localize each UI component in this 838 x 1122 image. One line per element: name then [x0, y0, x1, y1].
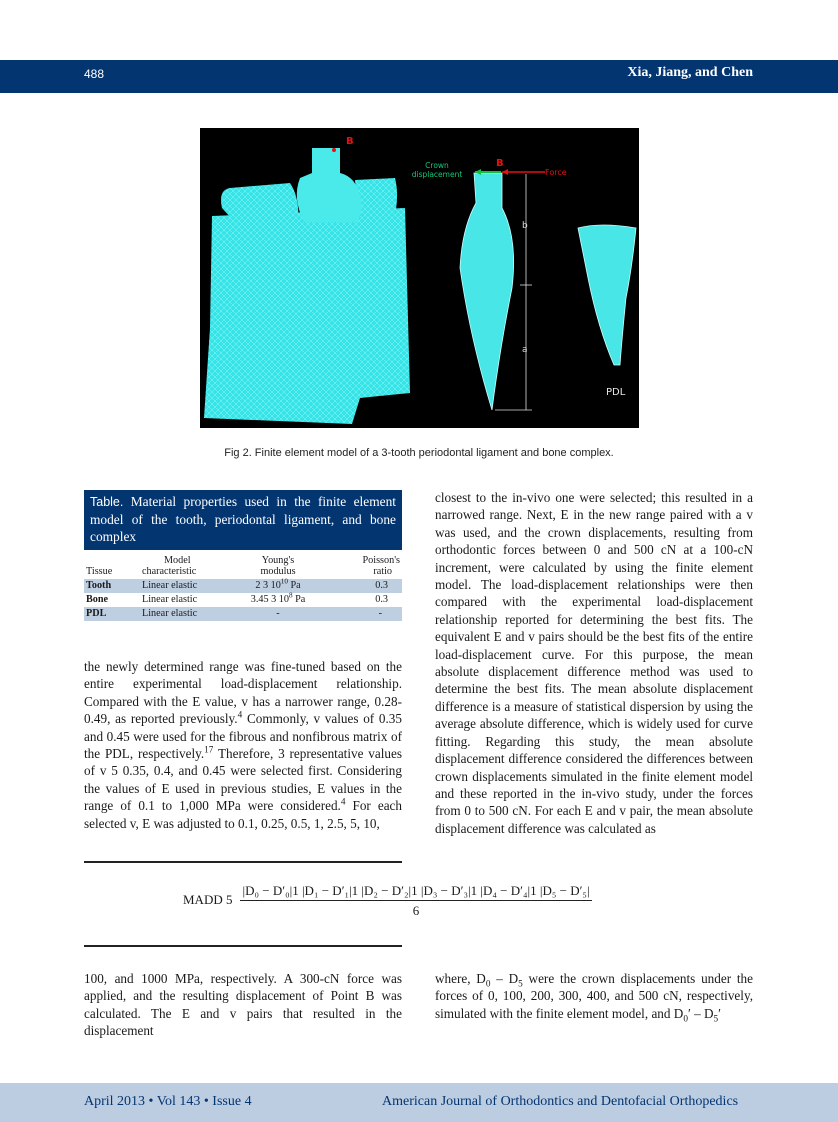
running-authors: Xia, Jiang, and Chen [627, 65, 753, 80]
bone-block [204, 208, 410, 424]
equation-fraction: |D₀ − D′₀|1 |D₁ − D′₁|1 |D₂ − D′₂|1 |D₃ − D′₃|1 |D₄ − D′₄|1 |D₅ − D′₅| 6 [242, 883, 590, 918]
running-footer [0, 1083, 838, 1122]
madd-equation: MADD 5 |D₀ − D′₀|1 |D₁ − D′₁|1 |D₂ − D′₂|1 |D₃ − D′₃|1 |D₄ − D′₄|1 |D₅ − D′₅| 6 [183, 883, 590, 918]
table-title: Table. Material properties used in the finite element model of the tooth, periodontal ligament, and bone complex [84, 490, 402, 550]
figure-fem-model [200, 128, 639, 428]
material-properties-table [84, 490, 402, 621]
table-grid [84, 555, 402, 621]
figure-caption: Fig 2. Finite element model of a 3-tooth periodontal ligament and bone complex. [224, 447, 614, 459]
svg-text:B: B [496, 158, 504, 169]
col-header-poisson: Poisson's ratio [362, 555, 400, 577]
issue-info: April 2013 • Vol 143 • Issue 4 [84, 1094, 252, 1109]
col-header-youngs: Young's modulus [260, 555, 296, 577]
svg-text:Force: Force [545, 168, 567, 177]
equation-rule-bottom [84, 945, 402, 947]
svg-text:B: B [346, 136, 354, 147]
body-text-right-1: closest to the in-vivo one were selected; this resulted in a narrowed range. Next, E in the new range paired with a v was used, and the crown displacements, resulting from orthodontic forces between 0 and 500 cN at a 100-cN increment, were calculated by using the finite element model. The load-displacement relationships were then compared with the experimental load-displacement relationship reported for determining the best fits. The equivalent E and v pairs should be the best fits of the entire load-displacement curve. For this purpose, the mean absolute displacement difference method was used to determine the best fits. The mean absolute displacement difference is a measure of statistical dispersion by using the average absolute difference, which is widely used for curve fitting. Regarding this study, the mean absolute displacement difference considered the differences between crown displacements simulated in the finite element model and these reported in the in-vivo study, under the forces from 0 to 500 cN. For each E and v pair, the mean absolute displacement difference was calculated as [435, 490, 753, 836]
table-header-row [84, 555, 402, 579]
journal-name: American Journal of Orthodontics and Dentofacial Orthopedics [382, 1094, 739, 1109]
svg-text:b: b [522, 221, 528, 231]
equation-rule-top [84, 861, 402, 863]
svg-text:PDL: PDL [606, 387, 626, 398]
table-row: PDL Linear elastic - - [84, 607, 402, 621]
tooth-model [460, 173, 514, 410]
running-header [0, 60, 838, 93]
body-text-right-2: where, $D_0 - D_5$ were the crown displacements under the forces of 0, 100, 200, 300, 400, and 500 cN, respectively, simulated with the finite element model, and $D_0' - D_5'$ [435, 971, 753, 1024]
svg-text:displacement: displacement [411, 170, 463, 179]
pdl-model [578, 225, 636, 365]
fem-model-illustration [200, 128, 639, 428]
table-row: Tooth Linear elastic 2 3 $10^{10}$ Pa 0.3 [84, 579, 402, 593]
page-number: 488 [84, 67, 105, 81]
col-header-tissue: Tissue [86, 566, 113, 577]
svg-text:a: a [522, 345, 528, 355]
col-header-model: Model characteristic [142, 555, 197, 577]
body-text-left-2: 100, and 1000 MPa, respectively. A 300-cN force was applied, and the resulting displacement of Point B was calculated. The E and v pairs that resulted in the displacement [84, 971, 402, 1039]
body-text-left-1: the newly determined range was fine-tuned based on the entire experimental load-displacement relationship. Compared with the E value, v has a narrower range, 0.28-0.49, as reported previously.$^4$ Commonly, v values of 0.35 and 0.45 were used for the fibrous and nonfibrous matrix of the PDL, respectively.$^{17}$ Therefore, 3 representative values of v 5 0.35, 0.4, and 0.45 were selected first. Considering the values of E used in previous studies, E values in the range of 0.1 to 1,000 MPa were considered.$^4$ For each selected v, E was adjusted to 0.1, 0.25, 0.5, 1, 2.5, 5, 10, [84, 659, 402, 831]
svg-text:Crown: Crown [425, 161, 449, 170]
table-row: Bone Linear elastic 3.45 3 $10^8$ Pa 0.3 [86, 591, 388, 605]
